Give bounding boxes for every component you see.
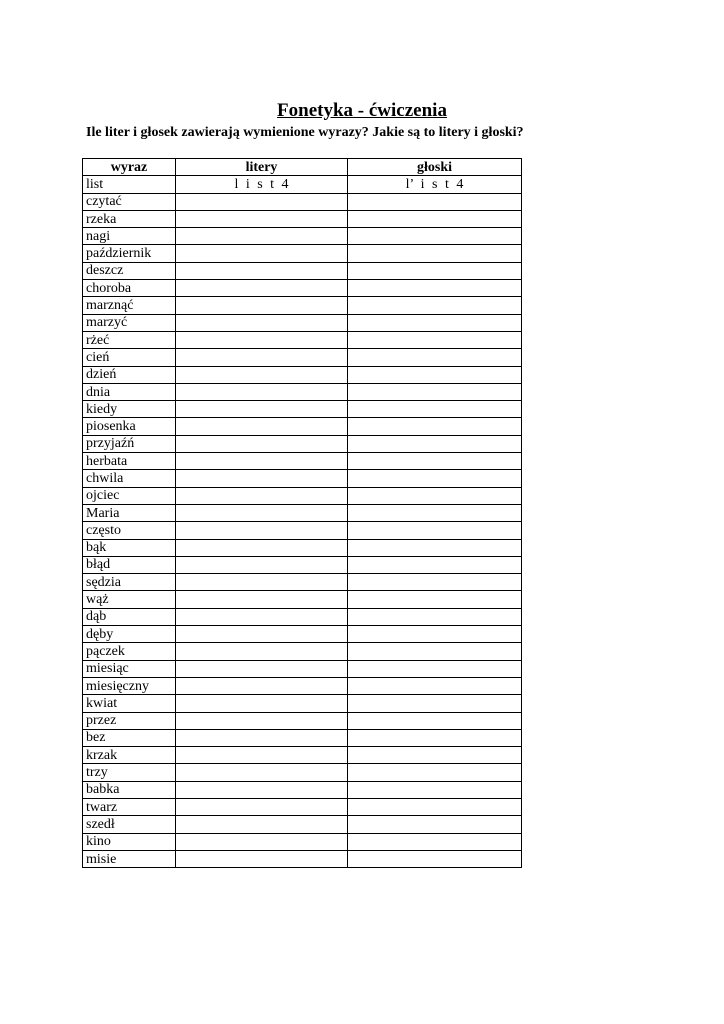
table-body (83, 176, 522, 868)
word-cell: marznąć (83, 297, 176, 314)
table-row (83, 712, 522, 729)
letters-cell[interactable] (176, 695, 348, 712)
letters-cell[interactable] (176, 850, 348, 867)
table-row (83, 487, 522, 504)
letters-cell[interactable] (176, 193, 348, 210)
word-cell: dęby (83, 626, 176, 643)
header-row (83, 159, 522, 176)
sounds-cell[interactable] (348, 574, 522, 591)
instruction-text: Ile liter i głosek zawierają wymienione wyrazy? Jakie są to litery i głoski? (86, 125, 524, 140)
word-cell: szedł (83, 816, 176, 833)
letters-cell[interactable] (176, 418, 348, 435)
sounds-cell[interactable] (348, 712, 522, 729)
sounds-cell[interactable] (348, 643, 522, 660)
table-row (83, 331, 522, 348)
word-cell: miesiąc (83, 660, 176, 677)
table-row (83, 228, 522, 245)
word-cell: miesięczny (83, 677, 176, 694)
sounds-cell[interactable] (348, 539, 522, 556)
word-cell: rzeka (83, 210, 176, 227)
sounds-cell[interactable] (348, 487, 522, 504)
letters-cell[interactable] (176, 643, 348, 660)
sounds-cell[interactable] (348, 626, 522, 643)
sounds-cell[interactable] (348, 833, 522, 850)
sounds-cell[interactable] (348, 297, 522, 314)
word-cell: ojciec (83, 487, 176, 504)
sounds-cell[interactable] (348, 331, 522, 348)
word-cell: piosenka (83, 418, 176, 435)
word-cell: misie (83, 850, 176, 867)
sounds-cell[interactable] (348, 280, 522, 297)
sounds-cell[interactable] (348, 781, 522, 798)
letters-cell[interactable] (176, 453, 348, 470)
table-row (83, 816, 522, 833)
table-row (83, 262, 522, 279)
letters-cell[interactable] (176, 816, 348, 833)
sounds-cell[interactable] (348, 591, 522, 608)
letters-cell[interactable] (176, 366, 348, 383)
table-row (83, 504, 522, 521)
letters-cell[interactable] (176, 245, 348, 262)
word-cell: kwiat (83, 695, 176, 712)
sounds-cell[interactable] (348, 418, 522, 435)
word-cell: dnia (83, 383, 176, 400)
table-row (83, 677, 522, 694)
sounds-cell[interactable] (348, 401, 522, 418)
word-cell: bąk (83, 539, 176, 556)
sounds-cell[interactable] (348, 695, 522, 712)
table-row (83, 764, 522, 781)
word-cell: cień (83, 349, 176, 366)
sounds-cell[interactable] (348, 262, 522, 279)
sounds-cell[interactable] (348, 764, 522, 781)
table-row (83, 280, 522, 297)
table-header (83, 159, 522, 176)
header-sounds: głoski (348, 159, 522, 176)
table-row (83, 383, 522, 400)
word-cell: chwila (83, 470, 176, 487)
letters-cell[interactable] (176, 556, 348, 573)
word-cell: dąb (83, 608, 176, 625)
table-row (83, 695, 522, 712)
word-cell: krzak (83, 747, 176, 764)
sounds-cell[interactable] (348, 729, 522, 746)
table-row (83, 781, 522, 798)
sounds-cell[interactable] (348, 747, 522, 764)
letters-cell[interactable] (176, 280, 348, 297)
sounds-cell[interactable]: l’ i s t 4 (348, 176, 522, 193)
letters-cell[interactable] (176, 781, 348, 798)
word-cell: często (83, 522, 176, 539)
table-row (83, 591, 522, 608)
word-cell: przez (83, 712, 176, 729)
table-row (83, 660, 522, 677)
page-title (0, 99, 724, 123)
table-row (83, 176, 522, 193)
letters-cell[interactable] (176, 539, 348, 556)
sounds-cell[interactable] (348, 245, 522, 262)
word-cell: twarz (83, 798, 176, 815)
word-cell: herbata (83, 453, 176, 470)
sounds-cell[interactable] (348, 349, 522, 366)
table-row (83, 522, 522, 539)
word-cell: sędzia (83, 574, 176, 591)
letters-cell[interactable] (176, 729, 348, 746)
letters-cell[interactable] (176, 677, 348, 694)
word-cell: październik (83, 245, 176, 262)
letters-cell[interactable] (176, 798, 348, 815)
sounds-cell[interactable] (348, 660, 522, 677)
letters-cell[interactable] (176, 591, 348, 608)
sounds-cell[interactable] (348, 193, 522, 210)
letters-cell[interactable] (176, 608, 348, 625)
table-row (83, 574, 522, 591)
letters-cell[interactable] (176, 764, 348, 781)
table-row (83, 729, 522, 746)
letters-cell[interactable] (176, 262, 348, 279)
table-row (83, 626, 522, 643)
word-cell: marzyć (83, 314, 176, 331)
word-cell: czytać (83, 193, 176, 210)
table-row (83, 349, 522, 366)
word-cell: nagi (83, 228, 176, 245)
table-row (83, 833, 522, 850)
header-word: wyraz (83, 159, 176, 176)
table-row (83, 747, 522, 764)
letters-cell[interactable] (176, 504, 348, 521)
sounds-cell[interactable] (348, 470, 522, 487)
table-row (83, 539, 522, 556)
sounds-cell[interactable] (348, 798, 522, 815)
word-cell: rżeć (83, 331, 176, 348)
letters-cell[interactable] (176, 574, 348, 591)
table-row (83, 418, 522, 435)
word-cell: przyjaźń (83, 435, 176, 452)
table-row (83, 366, 522, 383)
table-row (83, 314, 522, 331)
letters-cell[interactable] (176, 660, 348, 677)
letters-cell[interactable] (176, 349, 348, 366)
word-cell: Maria (83, 504, 176, 521)
letters-cell[interactable] (176, 712, 348, 729)
word-cell: list (83, 176, 176, 193)
table-row (83, 193, 522, 210)
letters-cell[interactable] (176, 401, 348, 418)
word-cell: babka (83, 781, 176, 798)
word-cell: bez (83, 729, 176, 746)
word-cell: pączek (83, 643, 176, 660)
letters-cell[interactable]: l i s t 4 (176, 176, 348, 193)
table-row (83, 850, 522, 867)
table-row (83, 297, 522, 314)
word-cell: wąż (83, 591, 176, 608)
sounds-cell[interactable] (348, 608, 522, 625)
sounds-cell[interactable] (348, 435, 522, 452)
sounds-cell[interactable] (348, 228, 522, 245)
sounds-cell[interactable] (348, 850, 522, 867)
table-row (83, 470, 522, 487)
table-row (83, 556, 522, 573)
letters-cell[interactable] (176, 314, 348, 331)
word-cell: błąd (83, 556, 176, 573)
word-cell: kino (83, 833, 176, 850)
letters-cell[interactable] (176, 522, 348, 539)
word-cell: dzień (83, 366, 176, 383)
letters-cell[interactable] (176, 435, 348, 452)
exercise-table (82, 158, 522, 868)
letters-cell[interactable] (176, 747, 348, 764)
table-row (83, 401, 522, 418)
letters-cell[interactable] (176, 331, 348, 348)
header-letters: litery (176, 159, 348, 176)
letters-cell[interactable] (176, 487, 348, 504)
table-row (83, 798, 522, 815)
letters-cell[interactable] (176, 470, 348, 487)
sounds-cell[interactable] (348, 453, 522, 470)
table-row (83, 453, 522, 470)
word-cell: choroba (83, 280, 176, 297)
sounds-cell[interactable] (348, 504, 522, 521)
word-cell: trzy (83, 764, 176, 781)
sounds-cell[interactable] (348, 210, 522, 227)
table-row (83, 245, 522, 262)
sounds-cell[interactable] (348, 677, 522, 694)
page-title-text: Fonetyka - ćwiczenia (277, 99, 447, 121)
sounds-cell[interactable] (348, 314, 522, 331)
sounds-cell[interactable] (348, 556, 522, 573)
sounds-cell[interactable] (348, 522, 522, 539)
sounds-cell[interactable] (348, 816, 522, 833)
table-row (83, 608, 522, 625)
table-row (83, 435, 522, 452)
letters-cell[interactable] (176, 383, 348, 400)
sounds-cell[interactable] (348, 383, 522, 400)
letters-cell[interactable] (176, 626, 348, 643)
table-row (83, 210, 522, 227)
letters-cell[interactable] (176, 833, 348, 850)
letters-cell[interactable] (176, 210, 348, 227)
sounds-cell[interactable] (348, 366, 522, 383)
word-cell: deszcz (83, 262, 176, 279)
table-row (83, 643, 522, 660)
letters-cell[interactable] (176, 297, 348, 314)
word-cell: kiedy (83, 401, 176, 418)
letters-cell[interactable] (176, 228, 348, 245)
